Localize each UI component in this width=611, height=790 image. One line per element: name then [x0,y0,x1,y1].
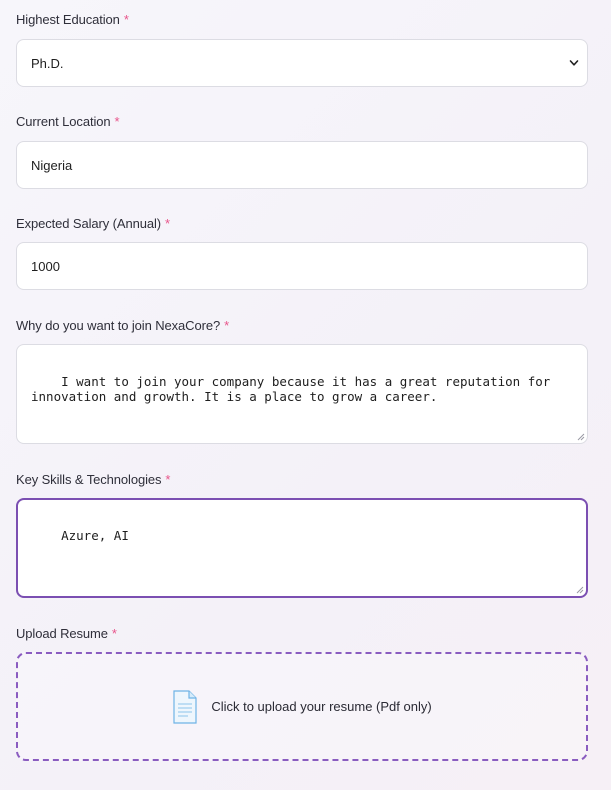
motivation-label: Why do you want to join NexaCore? * [16,318,230,333]
required-mark: * [165,472,171,487]
location-value: Nigeria [31,157,73,173]
location-input[interactable] [16,141,588,189]
required-mark: * [224,318,230,333]
resume-upload-dropzone[interactable] [16,652,588,761]
location-label: Current Location * [16,114,120,129]
motivation-textarea[interactable] [16,344,588,444]
resume-label: Upload Resume * [16,626,117,641]
upload-instruction: Click to upload your resume (Pdf only) [211,699,432,714]
required-mark: * [165,216,170,231]
skills-value: Azure, AI [61,528,129,543]
salary-value: 1000 [31,258,60,274]
resize-handle-icon[interactable] [575,585,584,594]
skills-textarea[interactable] [16,498,588,598]
chevron-down-icon [569,58,579,68]
salary-label: Expected Salary (Annual) * [16,216,170,231]
education-select[interactable] [16,39,588,87]
education-selected-value: Ph.D. [31,55,64,71]
required-mark: * [111,626,117,641]
required-mark: * [123,12,129,27]
required-mark: * [114,114,120,129]
skills-label: Key Skills & Technologies * [16,472,171,487]
salary-input[interactable] [16,242,588,290]
resize-handle-icon[interactable] [576,432,585,441]
motivation-value: I want to join your company because it has a great reputation for innovation and growth. It is a place to grow a career. [31,374,551,404]
document-icon [172,690,198,724]
education-label: Highest Education * [16,12,129,27]
